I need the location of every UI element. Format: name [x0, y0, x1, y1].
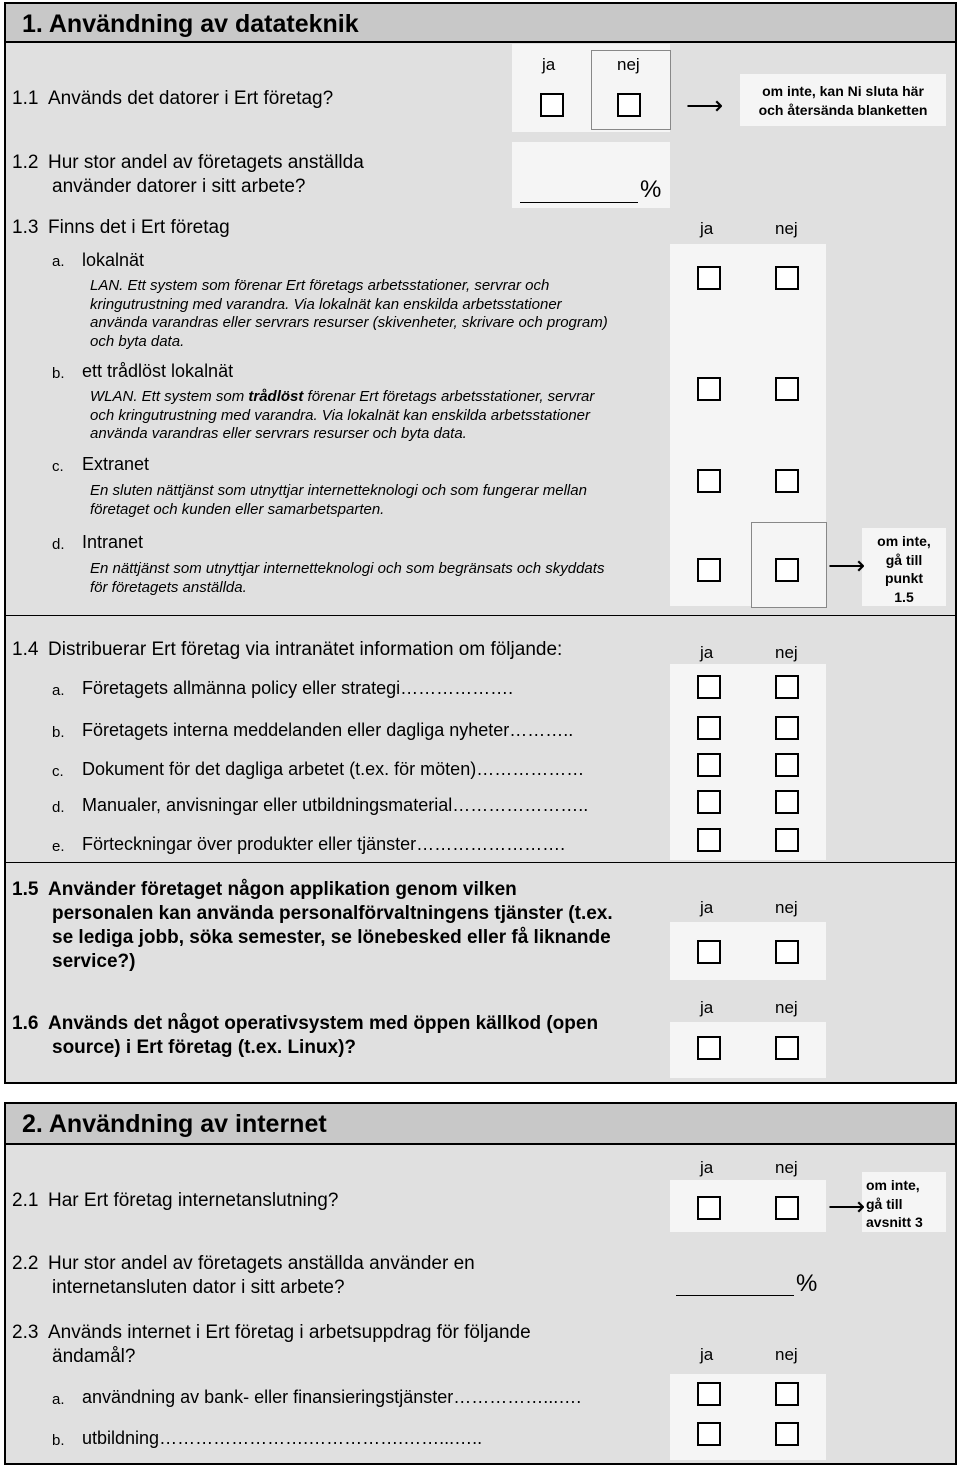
q13a-name: lokalnät — [82, 250, 145, 270]
q12-line-1: Hur stor andel av företagets anställda — [48, 152, 364, 173]
q15-line-2: personalen kan använda personalförvaltningens tjänster (t.ex. — [52, 903, 613, 924]
q14b-yes-checkbox[interactable] — [697, 716, 721, 740]
q13b-no-checkbox[interactable] — [775, 377, 799, 401]
q14d-text: Manualer, anvisningar eller utbildningsmaterial………………….. — [82, 795, 589, 815]
q22-percent-sign: % — [796, 1270, 818, 1297]
q14c-letter: c. — [52, 763, 64, 780]
q14e-text: Förteckningar över produkter eller tjänster……………………. — [82, 834, 566, 854]
q13b-name: ett trådlöst lokalnät — [82, 361, 234, 381]
right-arrow-icon: ⟶ — [828, 1191, 866, 1221]
q14e-yes-checkbox[interactable] — [697, 828, 721, 852]
q15-line-4: service?) — [52, 951, 136, 972]
q14a-text: Företagets allmänna policy eller strategi………………. — [82, 678, 514, 698]
q15-number: 1.5 — [12, 879, 39, 900]
q11-number: 1.1 — [12, 88, 39, 109]
q13-no-label: nej — [775, 219, 798, 238]
q23a-text: användning av bank- eller finansieringstjänster……………...…. — [82, 1387, 582, 1407]
q23-line-2: ändamål? — [52, 1346, 136, 1367]
q14b-no-checkbox[interactable] — [775, 716, 799, 740]
q11-no-label: nej — [617, 55, 640, 74]
divider-14-15 — [6, 862, 955, 863]
q11-yes-label: ja — [542, 55, 556, 74]
q21-text: Har Ert företag internetanslutning? — [48, 1190, 339, 1211]
q14b-letter: b. — [52, 724, 65, 741]
q14-yes-label: ja — [700, 643, 714, 662]
q14e-no-checkbox[interactable] — [775, 828, 799, 852]
q16-line-1: Används det något operativsystem med öppen källkod (open — [48, 1013, 599, 1034]
q21-number: 2.1 — [12, 1190, 39, 1211]
q22-line-2: internetansluten dator i sitt arbete? — [52, 1277, 345, 1298]
q14c-text: Dokument för det dagliga arbetet (t.ex. för möten)……………… — [82, 759, 585, 779]
q12-line-2: använder datorer i sitt arbete? — [52, 176, 306, 197]
q23a-yes-checkbox[interactable] — [697, 1382, 721, 1406]
q23-answer-bg — [670, 1374, 826, 1460]
q13d-yes-checkbox[interactable] — [697, 558, 721, 582]
q14c-no-checkbox[interactable] — [775, 753, 799, 777]
q14a-no-checkbox[interactable] — [775, 675, 799, 699]
q13d-name: Intranet — [82, 532, 144, 552]
right-arrow-icon: ⟶ — [686, 90, 724, 120]
q16-yes-checkbox[interactable] — [697, 1036, 721, 1060]
q13d-no-checkbox[interactable] — [775, 558, 799, 582]
q13a-yes-checkbox[interactable] — [697, 266, 721, 290]
q16-no-label: nej — [775, 998, 798, 1017]
q14a-yes-checkbox[interactable] — [697, 675, 721, 699]
q16-no-checkbox[interactable] — [775, 1036, 799, 1060]
q14d-no-checkbox[interactable] — [775, 790, 799, 814]
q13-text: Finns det i Ert företag — [48, 217, 230, 238]
q23a-letter: a. — [52, 1391, 65, 1408]
q15-line-1: Använder företaget någon applikation genom vilken — [48, 879, 517, 900]
q15-answer-bg — [670, 922, 826, 980]
q21-yes-checkbox[interactable] — [697, 1196, 721, 1220]
q13a-description: LAN. Ett system som förenar Ert företags arbetsstationer, servrar och kringutrustning med varandra. Via lokalnät kan enskilda arbetsstationer använda varandras eller servrars resurser (skivenheter, skrivare och program) och byta data. — [90, 277, 608, 350]
q21-answer-bg — [670, 1180, 826, 1232]
q13b-description: WLAN. Ett system som trådlöst förenar Ert företags arbetsstationer, servrar och kringutrustning med varandra. Via lokalnät kan enskilda arbetsstationer använda varandras eller servrars resurser och byta data. — [90, 388, 595, 442]
q14-number: 1.4 — [12, 639, 39, 660]
q13c-description: En sluten nättjänst som utnyttjar internetteknologi och som fungerar mellan företaget och kunden eller samarbetsparten. — [90, 482, 587, 518]
q21-yes-label: ja — [700, 1158, 714, 1177]
q14c-yes-checkbox[interactable] — [697, 753, 721, 777]
q14a-letter: a. — [52, 682, 65, 699]
q11-note: om inte, kan Ni sluta här och återsända blanketten — [758, 83, 928, 118]
q13c-yes-checkbox[interactable] — [697, 469, 721, 493]
q23-line-1: Används internet i Ert företag i arbetsuppdrag för följande — [48, 1322, 531, 1343]
q23-no-label: nej — [775, 1345, 798, 1364]
q14-answer-bg — [670, 664, 826, 860]
q13-number: 1.3 — [12, 217, 39, 238]
q15-yes-checkbox[interactable] — [697, 940, 721, 964]
q13a-letter: a. — [52, 253, 65, 270]
q21-no-checkbox[interactable] — [775, 1196, 799, 1220]
q21-no-label: nej — [775, 1158, 798, 1177]
q13b-letter: b. — [52, 365, 65, 382]
q12-number: 1.2 — [12, 152, 39, 173]
divider-13-14 — [6, 615, 955, 616]
q14-text: Distribuerar Ert företag via intranätet information om följande: — [48, 639, 563, 660]
q12-percent-sign: % — [640, 176, 662, 203]
q12-percent-field[interactable] — [520, 202, 638, 203]
q23b-text: utbildning…………………….…………….……...….. — [82, 1428, 483, 1448]
q13c-no-checkbox[interactable] — [775, 469, 799, 493]
q13a-no-checkbox[interactable] — [775, 266, 799, 290]
section-1-header — [6, 4, 955, 43]
q14d-letter: d. — [52, 799, 65, 816]
q11-text: Används det datorer i Ert företag? — [48, 88, 334, 109]
q13d-letter: d. — [52, 536, 65, 553]
q11-no-checkbox[interactable] — [617, 93, 641, 117]
q16-yes-label: ja — [700, 998, 714, 1017]
q15-line-3: se lediga jobb, söka semester, se lönebesked eller få liknande — [52, 927, 611, 948]
q13d-description: En nättjänst som utnyttjar internetteknologi och som begränsats och skyddats för företagets anställda. — [90, 560, 605, 596]
q16-number: 1.6 — [12, 1013, 39, 1034]
q14-no-label: nej — [775, 643, 798, 662]
q15-no-label: nej — [775, 898, 798, 917]
q23a-no-checkbox[interactable] — [775, 1382, 799, 1406]
q13c-name: Extranet — [82, 454, 150, 474]
section-2-header — [6, 1104, 955, 1145]
q21-note: om inte, gå till avsnitt 3 — [866, 1177, 923, 1230]
right-arrow-icon: ⟶ — [828, 550, 866, 580]
q16-answer-bg — [670, 1022, 826, 1078]
q14e-letter: e. — [52, 838, 65, 855]
q22-percent-field[interactable] — [676, 1295, 794, 1296]
q22-number: 2.2 — [12, 1253, 39, 1274]
q13c-letter: c. — [52, 458, 64, 475]
q15-no-checkbox[interactable] — [775, 940, 799, 964]
q23-number: 2.3 — [12, 1322, 39, 1343]
q23b-no-checkbox[interactable] — [775, 1422, 799, 1446]
q23b-letter: b. — [52, 1432, 65, 1449]
q23-yes-label: ja — [700, 1345, 714, 1364]
q16-line-2: source) i Ert företag (t.ex. Linux)? — [52, 1037, 357, 1058]
q13-note: om inte, gå till punkt 1.5 — [877, 533, 931, 605]
q13-yes-label: ja — [700, 219, 714, 238]
section-1-title: 1. Användning av datateknik — [22, 10, 359, 38]
q14b-text: Företagets interna meddelanden eller dagliga nyheter……….. — [82, 720, 574, 740]
q11-yes-checkbox[interactable] — [540, 93, 564, 117]
q23b-yes-checkbox[interactable] — [697, 1422, 721, 1446]
section-2-title: 2. Användning av internet — [22, 1110, 327, 1138]
q14d-yes-checkbox[interactable] — [697, 790, 721, 814]
q13b-yes-checkbox[interactable] — [697, 377, 721, 401]
q22-line-1: Hur stor andel av företagets anställda använder en — [48, 1253, 475, 1274]
q15-yes-label: ja — [700, 898, 714, 917]
